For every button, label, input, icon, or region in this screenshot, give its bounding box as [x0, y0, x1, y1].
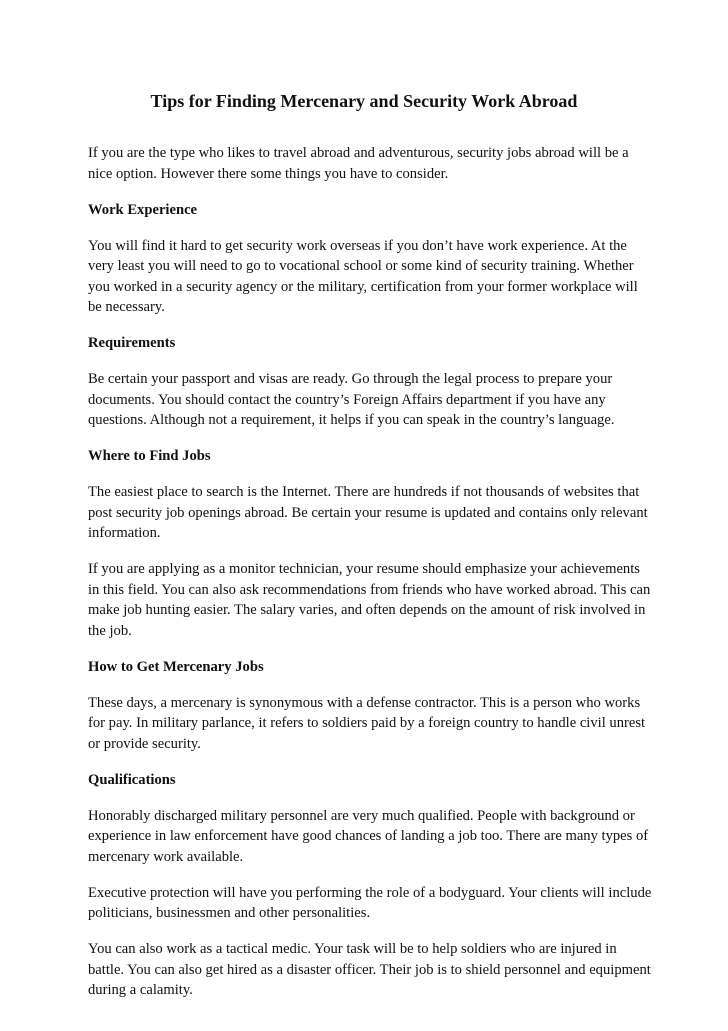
document-body — [88, 143, 653, 1016]
section-heading-qualifications: Qualifications — [88, 771, 176, 788]
work-experience-paragraph: You will find it hard to get security work overseas if you don’t have work experience. At the very least you will need to go to vocational school or some kind of security training. Whether you worked in a security agency or the military, certification from your former workplace will be necessary. — [88, 237, 638, 315]
requirements-paragraph: Be certain your passport and visas are ready. Go through the legal process to prepare your documents. You should contact the country’s Foreign Affairs department if you have any questions. Although not a requirement, it helps if you can speak in the country’s language. — [88, 371, 615, 428]
mercenary-jobs-paragraph: These days, a mercenary is synonymous with a defense contractor. This is a person who works for pay. In military parlance, it refers to soldiers paid by a foreign country to handle civil unrest or provide security. — [88, 694, 646, 752]
qualifications-paragraph-3: You can also work as a tactical medic. Your task will be to help soldiers who are injured in battle. You can also get hired as a disaster officer. Their job is to shield personnel and equipment during a calamity. — [88, 941, 651, 998]
intro-paragraph: If you are the type who likes to travel abroad and adventurous, security jobs abroad will be a nice option. However there some things you have to consider. — [88, 145, 629, 182]
where-to-find-jobs-paragraph-1: The easiest place to search is the Internet. There are hundreds if not thousands of websites that post security job openings abroad. Be certain your resume is updated and contains only relevant information. — [88, 484, 648, 541]
where-to-find-jobs-paragraph-2: If you are applying as a monitor technician, your resume should emphasize your achievements in this field. You can also ask recommendations from friends who have worked abroad. This can make job hunting easier. The salary varies, and often depends on the amount of risk involved in the job. — [88, 561, 651, 639]
section-heading-work-experience: Work Experience — [88, 201, 198, 218]
section-heading-mercenary-jobs: How to Get Mercenary Jobs — [88, 658, 264, 675]
section-heading-where-to-find-jobs: Where to Find Jobs — [88, 448, 211, 464]
qualifications-paragraph-2: Executive protection will have you performing the role of a bodyguard. Your clients will include politicians, businessmen and other personalities. — [88, 884, 652, 921]
qualifications-paragraph-1: Honorably discharged military personnel are very much qualified. People with background or experience in law enforcement have good chances of landing a job too. There are many types of mercenary work available. — [88, 807, 649, 865]
page-title: Tips for Finding Mercenary and Security Work Abroad — [150, 91, 578, 111]
section-heading-requirements: Requirements — [88, 335, 176, 351]
